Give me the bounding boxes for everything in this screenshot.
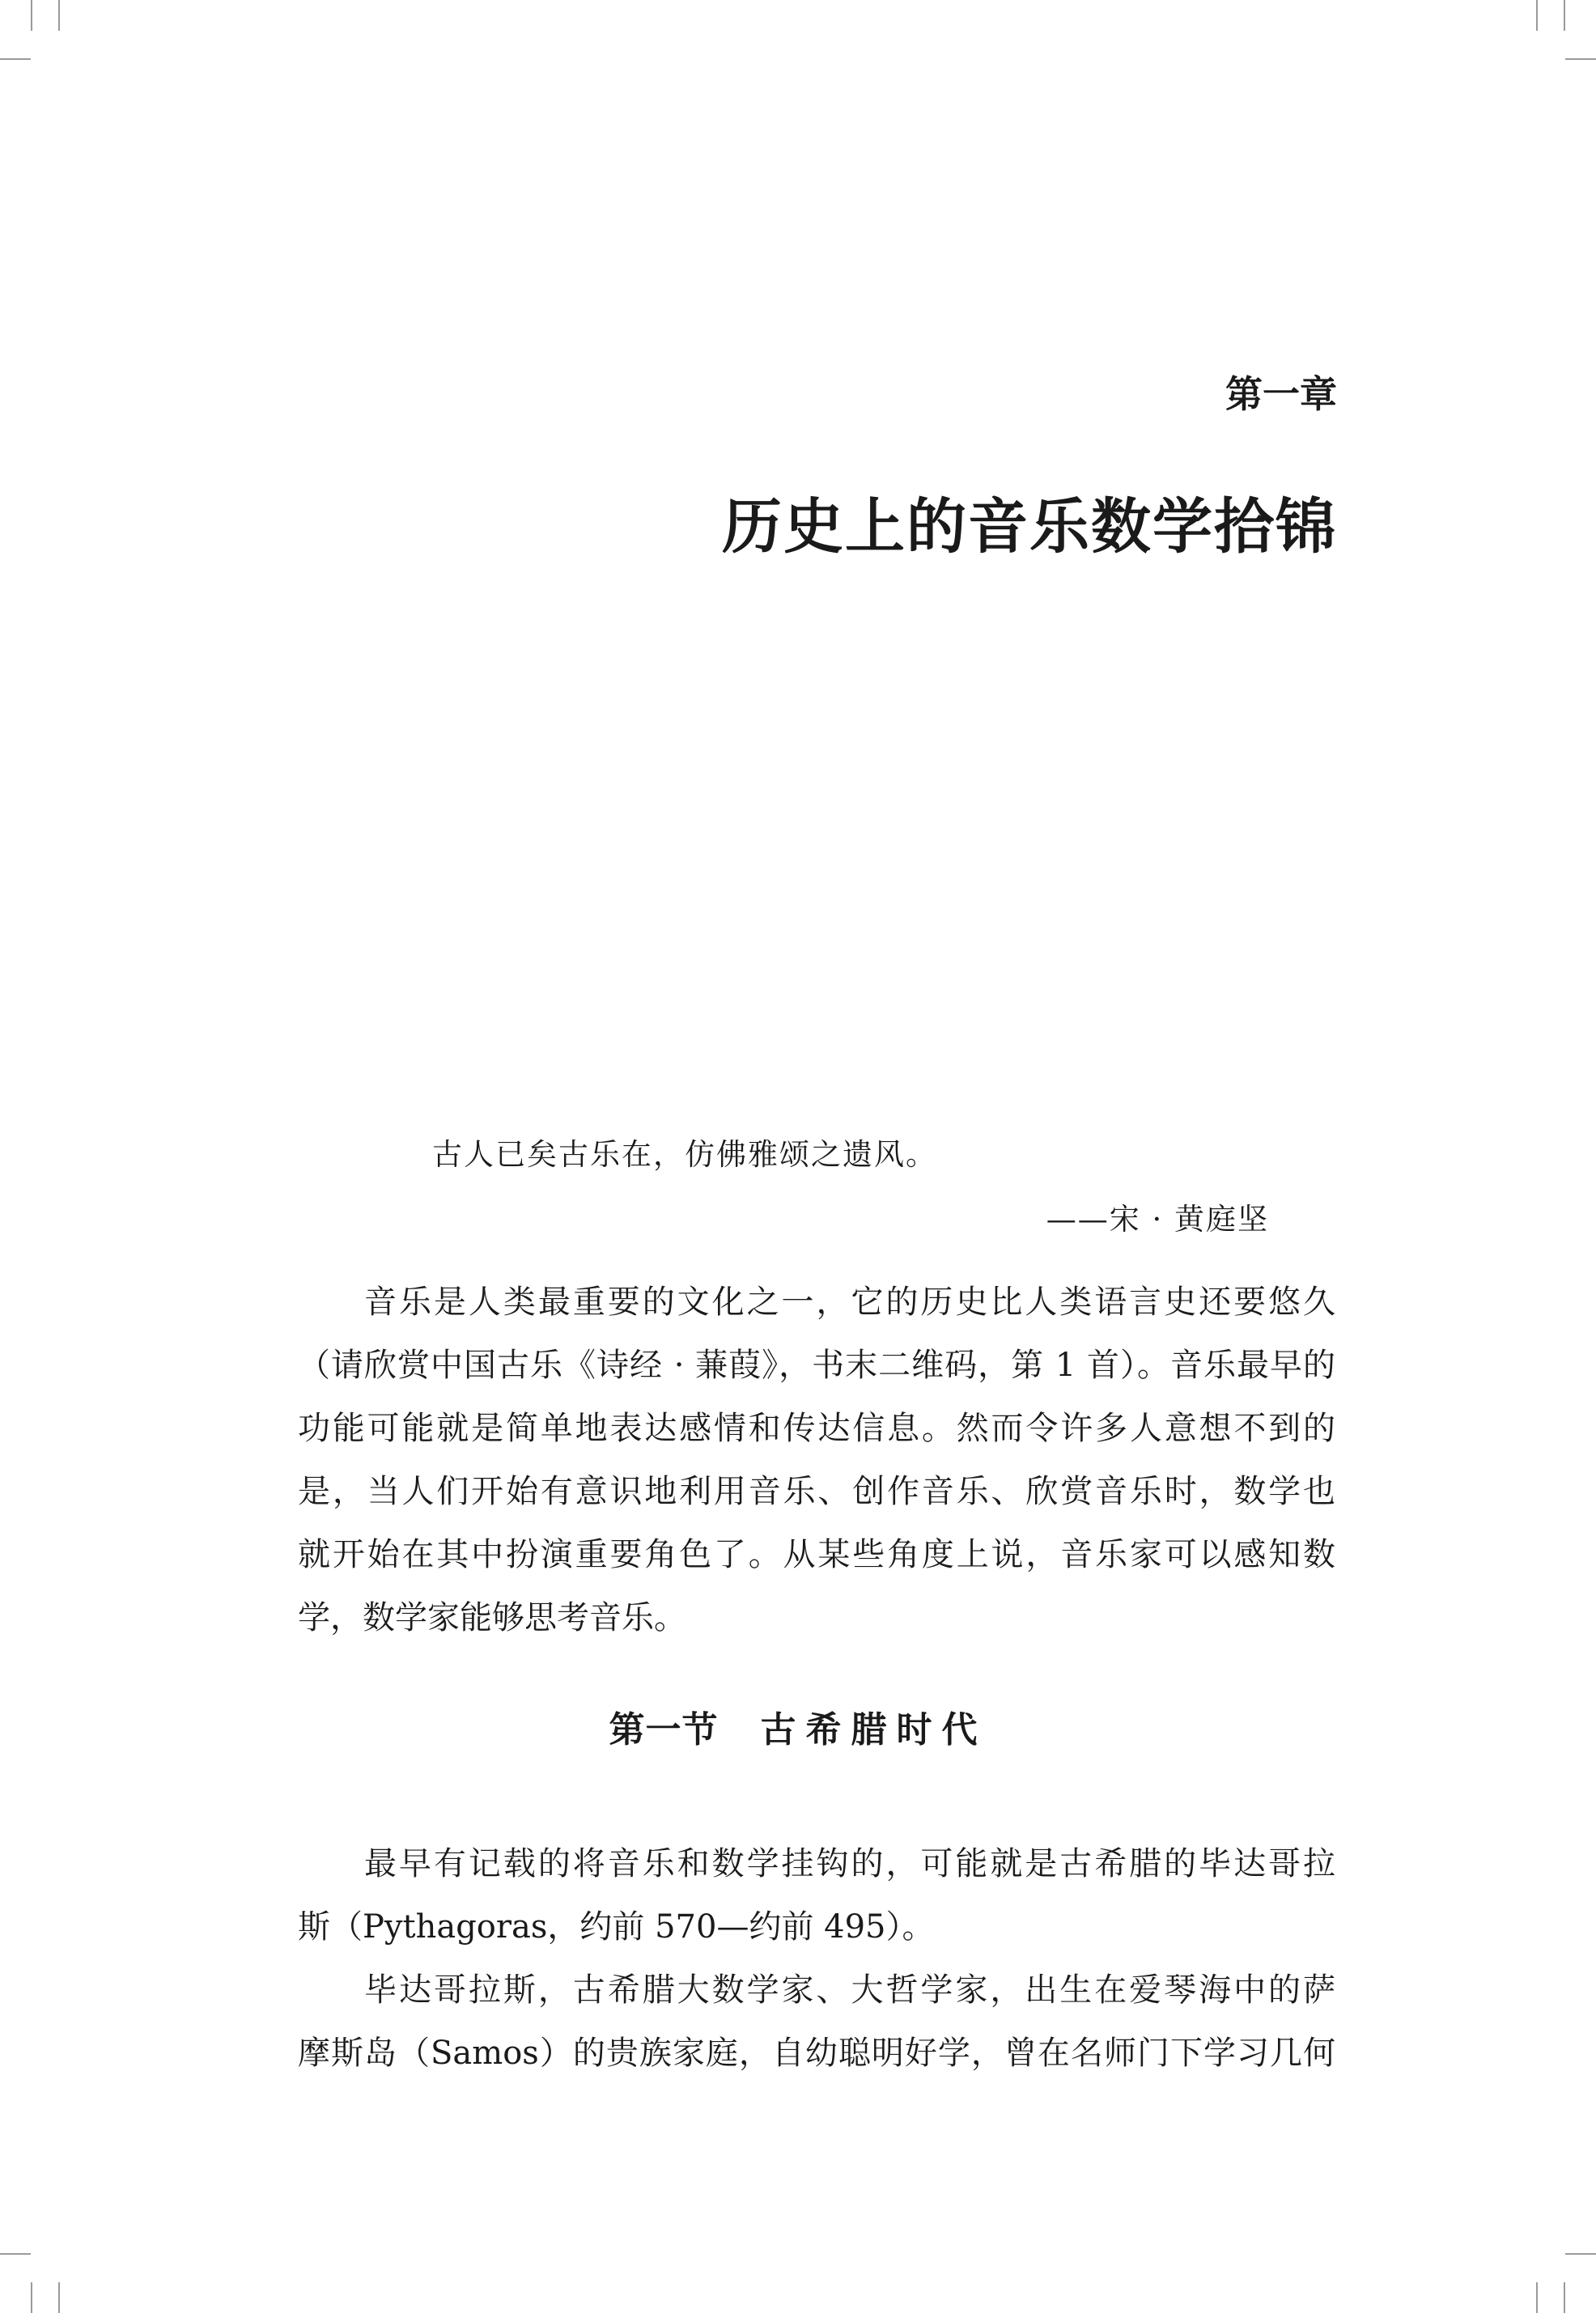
crop-mark-bottom-left-v2 <box>58 2282 60 2313</box>
section-number: 第一节 <box>609 1709 719 1751</box>
section-title: 古希腊时代 <box>760 1709 987 1751</box>
crop-mark-bottom-left-h <box>0 2253 31 2255</box>
paragraph-line: 斯（Pythagoras，约前 570—约前 495）。 <box>298 1908 935 1946</box>
paragraph-line: 音乐是人类最重要的文化之一，它的历史比人类语言史还要悠久 <box>364 1284 1335 1321</box>
crop-mark-top-right-h <box>1565 58 1596 60</box>
crop-mark-top-left-h <box>0 58 31 60</box>
paragraph-line: 就开始在其中扮演重要角色了。从某些角度上说，音乐家可以感知数 <box>298 1536 1335 1573</box>
crop-mark-bottom-left-v <box>31 2282 32 2313</box>
crop-mark-bottom-right-v2 <box>1536 2282 1538 2313</box>
paragraph-line: 功能可能就是简单地表达感情和传达信息。然而令许多人意想不到的 <box>298 1410 1335 1447</box>
section-paragraph-2 <box>298 1959 1335 2085</box>
crop-mark-top-left-v2 <box>58 0 60 31</box>
section-heading <box>0 1709 1596 1751</box>
crop-mark-top-right-v2 <box>1536 0 1538 31</box>
chapter-label: 第一章 <box>1225 372 1337 416</box>
section-paragraph-1 <box>298 1832 1335 1959</box>
paragraph-line: （请欣赏中国古乐《诗经 · 蒹葭》，书末二维码，第 1 首）。音乐最早的 <box>298 1347 1335 1384</box>
crop-mark-bottom-right-v <box>1564 2282 1565 2313</box>
paragraph-line: 学，数学家能够思考音乐。 <box>298 1599 686 1636</box>
paragraph-line: 毕达哥拉斯，古希腊大数学家、大哲学家，出生在爱琴海中的萨 <box>364 1971 1335 2009</box>
epigraph-quote: 古人已矣古乐在，仿佛雅颂之遗风。 <box>432 1137 937 1172</box>
chapter-title: 历史上的音乐数学拾锦 <box>722 492 1337 562</box>
crop-mark-bottom-right-h <box>1565 2253 1596 2255</box>
crop-mark-top-right-v <box>1564 0 1565 31</box>
epigraph-attribution: ——宋 · 黄庭坚 <box>1046 1202 1269 1237</box>
crop-mark-top-left-v <box>31 0 32 31</box>
paragraph-line: 最早有记载的将音乐和数学挂钩的，可能就是古希腊的毕达哥拉 <box>364 1845 1335 1882</box>
paragraph-line: 摩斯岛（Samos）的贵族家庭，自幼聪明好学，曾在名师门下学习几何 <box>298 2035 1335 2072</box>
intro-paragraph <box>298 1271 1335 1649</box>
paragraph-line: 是，当人们开始有意识地利用音乐、创作音乐、欣赏音乐时，数学也 <box>298 1473 1335 1510</box>
